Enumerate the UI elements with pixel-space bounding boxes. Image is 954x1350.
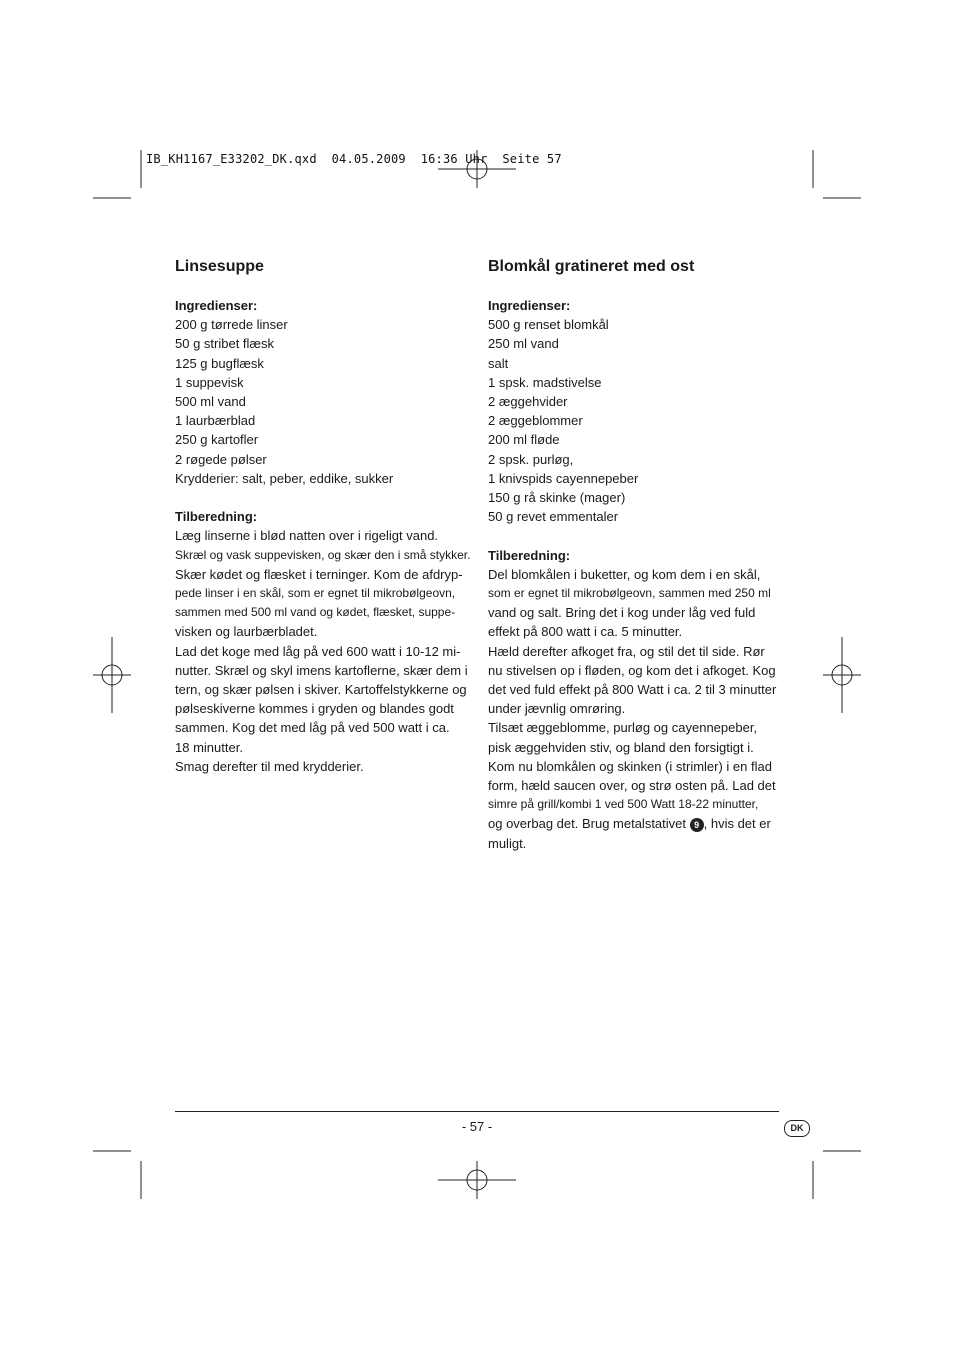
method-line: pisk æggehviden stiv, og bland den forsigtigt i.: [488, 739, 754, 755]
method-line: Kom nu blomkålen og skinken (i strimler) i en flad: [488, 758, 772, 774]
ingredient-item: 250 ml vand: [488, 336, 559, 352]
method-line: 18 minutter.: [175, 739, 243, 755]
file-slug-line: IB_KH1167_E33202_DK.qxd 04.05.2009 16:36 Uhr Seite 57: [146, 152, 562, 166]
method-line: vand og salt. Bring det i kog under låg ved fuld: [488, 605, 756, 621]
recipe-title: Linsesuppe: [175, 258, 264, 275]
language-badge: DK: [784, 1120, 810, 1137]
recipe-title: Blomkål gratineret med ost: [488, 258, 695, 275]
method-line: Hæld derefter afkoget fra, og stil det til side. Rør: [488, 643, 765, 659]
method-line: sammen med 500 ml vand og kødet, flæsket, suppe-: [175, 605, 456, 620]
method-line-rack: [488, 814, 788, 833]
method-line: visken og laurbærbladet.: [175, 624, 318, 640]
method-line: pølseskiverne kommes i gryden og blandes godt: [175, 701, 454, 717]
ingredient-item: 1 knivspids cayennepeber: [488, 470, 639, 486]
method-line: form, hæld saucen over, og strø osten på. Lad det: [488, 778, 776, 794]
method-line: under jævnlig omrøring.: [488, 701, 626, 717]
recipe-linsesuppe: [175, 256, 475, 776]
ingredient-item: 1 laurbærblad: [175, 413, 256, 429]
method-text: [488, 565, 788, 853]
ingredient-item: 150 g rå skinke (mager): [488, 490, 626, 506]
method-line: nutter. Skræl og skyl imens kartoflerne, skær dem i: [175, 662, 468, 678]
ingredient-item: 200 ml fløde: [488, 432, 560, 448]
method-line: tern, og skær pølsen i skiver. Kartoffelstykkerne og: [175, 682, 467, 698]
method-line: nu stivelsen op i fløden, og kom det i afkoget. Kog: [488, 662, 776, 678]
method-rack-after: , hvis det er: [703, 816, 771, 832]
ingredient-item: 1 suppevisk: [175, 374, 244, 390]
method-rack-before: og overbag det. Brug metalstativet: [488, 816, 690, 832]
method-line: simre på grill/kombi 1 ved 500 Watt 18-22 minutter,: [488, 797, 759, 812]
method-line: Skær kødet og flæsket i terninger. Kom de afdryp-: [175, 566, 463, 582]
method-line: som er egnet til mikrobølgeovn, sammen med 250 ml: [488, 586, 771, 601]
ingredient-item: Krydderier: salt, peber, eddike, sukker: [175, 470, 394, 486]
page-number: - 57 -: [461, 1119, 493, 1134]
ingredients-heading: Ingredienser:: [175, 298, 258, 313]
method-line: muligt.: [488, 835, 527, 851]
method-line: Læg linserne i blød natten over i rigeligt vand.: [175, 528, 439, 544]
ingredient-item: 50 g revet emmentaler: [488, 509, 619, 525]
method-line: Lad det koge med låg på ved 600 watt i 10-12 mi-: [175, 643, 461, 659]
method-line: effekt på 800 watt i ca. 5 minutter.: [488, 624, 683, 640]
rack-number-icon: 9: [690, 818, 704, 832]
recipe-blomkaal: [488, 256, 788, 853]
method-heading: Tilberedning:: [175, 509, 258, 525]
method-line: Del blomkålen i buketter, og kom dem i en skål,: [488, 566, 761, 582]
method-line: Smag derefter til med krydderier.: [175, 758, 364, 774]
method-line: Skræl og vask suppevisken, og skær den i små stykker.: [175, 547, 471, 562]
ingredients-list: [488, 315, 788, 526]
method-heading: Tilberedning:: [488, 547, 571, 563]
ingredient-item: 2 spsk. purløg,: [488, 451, 574, 467]
ingredient-item: 2 æggeblommer: [488, 413, 583, 429]
ingredient-item: 50 g stribet flæsk: [175, 336, 274, 352]
ingredient-item: 200 g tørrede linser: [175, 317, 288, 333]
ingredients-list: [175, 315, 475, 488]
method-line: det ved fuld effekt på 800 Watt i ca. 2 til 3 minutter: [488, 682, 777, 698]
ingredient-item: 125 g bugflæsk: [175, 355, 264, 371]
method-line: Tilsæt æggeblomme, purløg og cayennepeber,: [488, 720, 758, 736]
ingredient-item: 250 g kartofler: [175, 432, 259, 448]
method-text: [175, 526, 475, 776]
ingredient-item: 500 ml vand: [175, 394, 246, 410]
method-line: pede linser i en skål, som er egnet til mikrobølgeovn,: [175, 586, 456, 601]
ingredient-item: salt: [488, 355, 509, 371]
ingredients-heading: Ingredienser:: [488, 298, 571, 313]
ingredient-item: 2 røgede pølser: [175, 451, 267, 467]
ingredient-item: 500 g renset blomkål: [488, 317, 609, 333]
footer-rule: [175, 1111, 779, 1112]
ingredient-item: 1 spsk. madstivelse: [488, 374, 602, 390]
method-line: sammen. Kog det med låg på ved 500 watt i ca.: [175, 720, 450, 736]
ingredient-item: 2 æggehvider: [488, 394, 568, 410]
